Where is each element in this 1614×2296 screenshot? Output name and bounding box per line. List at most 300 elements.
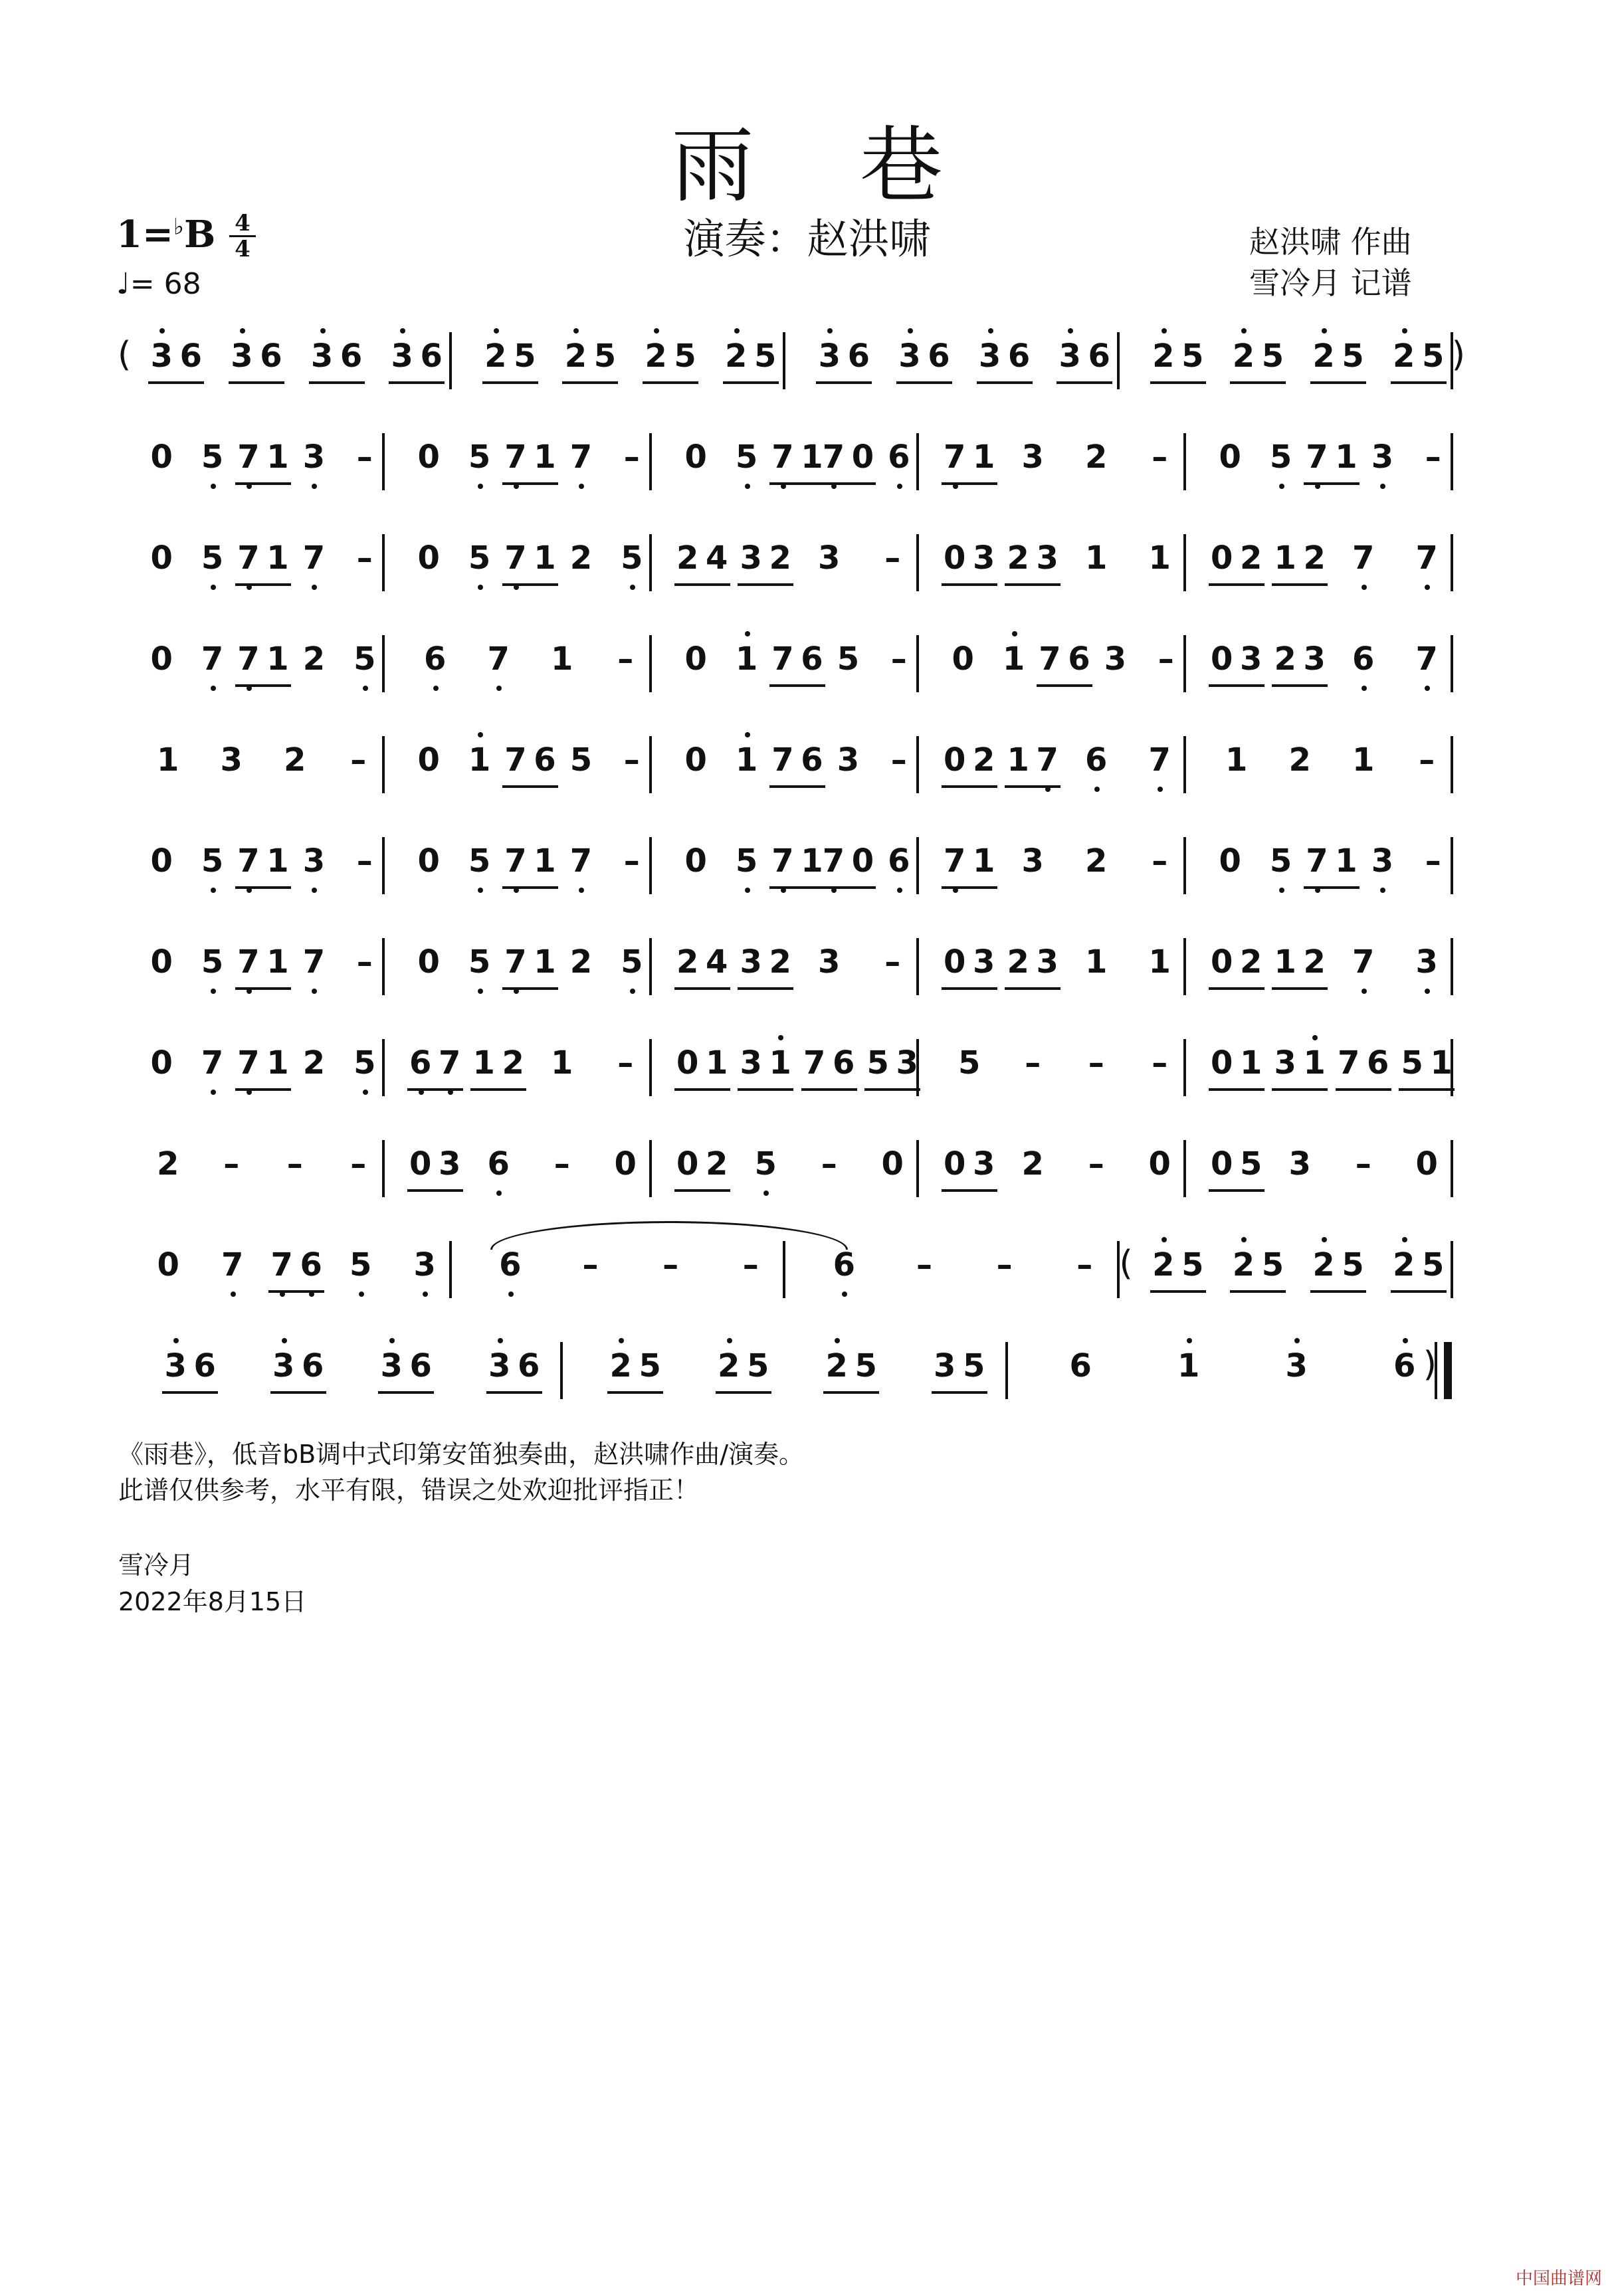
score-note: 5: [593, 337, 617, 375]
beam-underline: [607, 1391, 663, 1394]
score-note: 3: [1280, 1346, 1313, 1386]
barline: [916, 635, 919, 692]
barline: [649, 1039, 652, 1096]
score-note: 2: [1007, 943, 1029, 981]
score-note: 1: [463, 740, 496, 780]
barline: [1183, 1039, 1186, 1096]
score-note: 6: [404, 1043, 437, 1083]
score-note: 2: [569, 943, 593, 981]
score-note: 0: [1211, 640, 1233, 678]
score-note: 7: [232, 942, 265, 982]
score-note: 3: [1021, 842, 1044, 880]
score-note: 1: [1007, 741, 1029, 779]
score-note: 7: [482, 639, 515, 679]
barline: [1183, 1140, 1186, 1197]
score-note: 3: [740, 539, 762, 577]
beam-underline: [1209, 684, 1264, 687]
beam-underline: [896, 381, 952, 384]
score-note: 1: [973, 438, 995, 476]
barline: [382, 433, 385, 490]
score-note: 3: [1021, 438, 1044, 476]
score-note: 6: [928, 337, 950, 375]
score-note: 1: [1172, 1346, 1205, 1386]
score-line: [116, 433, 1452, 493]
score-note: 1: [1148, 539, 1171, 577]
barline: [1451, 938, 1453, 995]
score-note: 3: [818, 943, 841, 981]
score-note: 6: [518, 1347, 540, 1385]
barline: [649, 938, 652, 995]
open-paren: (: [118, 335, 132, 375]
beam-underline: [769, 886, 825, 889]
barline: [1117, 332, 1120, 389]
score-note: 0: [952, 640, 974, 678]
score-note: 5: [749, 1144, 782, 1184]
beam-underline: [820, 482, 876, 485]
score-note: 5: [1342, 1246, 1364, 1284]
score-note: 1: [1352, 741, 1375, 779]
score-note: 7: [504, 741, 527, 779]
score-line: [116, 1342, 1452, 1402]
barline: [649, 635, 652, 692]
score-note: 3: [1104, 640, 1127, 678]
barline: [649, 433, 652, 490]
score-note: 7: [817, 437, 850, 477]
score-note: 6: [409, 1347, 432, 1385]
beam-underline: [235, 583, 291, 586]
dash-note: –: [1025, 1044, 1041, 1082]
score-note: 5: [1421, 1246, 1445, 1284]
beam-underline: [820, 886, 876, 889]
score-note: 2: [676, 539, 699, 577]
beam-underline: [864, 1088, 920, 1091]
score-note: 6: [494, 1245, 527, 1285]
dash-note: –: [884, 539, 901, 577]
tie-arc: [490, 1221, 849, 1250]
score-note: 2: [769, 539, 791, 577]
dash-note: –: [617, 1044, 634, 1082]
score-note: 2: [284, 741, 306, 779]
key-signature: [116, 213, 215, 256]
score-note: 7: [196, 639, 229, 679]
beam-underline: [1304, 886, 1360, 889]
score-note: 0: [684, 438, 707, 476]
score-note: 0: [851, 842, 874, 880]
score-note: 5: [196, 538, 229, 578]
score-note: 3: [145, 336, 178, 376]
barline: [1451, 534, 1453, 591]
beam-underline: [643, 381, 698, 384]
score-note: 5: [1264, 437, 1298, 477]
score-note: 1: [1225, 741, 1248, 779]
score-note: 6: [801, 640, 823, 678]
score-note: 7: [232, 437, 265, 477]
score-note: 7: [232, 1043, 265, 1083]
score-note: 1: [266, 539, 289, 577]
score-note: 3: [973, 336, 1007, 376]
score-note: 0: [944, 943, 966, 981]
score-note: 5: [1261, 337, 1284, 375]
dash-note: –: [1152, 438, 1168, 476]
score-note: 3: [1036, 943, 1059, 981]
score-note: 3: [813, 336, 846, 376]
score-note: 0: [409, 1145, 432, 1183]
score-note: 7: [1300, 841, 1334, 881]
score-note: 7: [499, 942, 532, 982]
score-note: 6: [294, 1245, 328, 1285]
score-note: 1: [534, 842, 556, 880]
beam-underline: [674, 1189, 730, 1192]
barline: [1451, 837, 1453, 894]
score-note: 6: [534, 741, 556, 779]
barline: [783, 332, 785, 389]
score-note: 1: [1085, 539, 1108, 577]
score-note: 3: [1288, 1145, 1311, 1183]
score-line: [116, 1241, 1452, 1301]
beam-underline: [1336, 1088, 1391, 1091]
performer-line: 演奏：赵洪啸: [683, 215, 931, 263]
score-note: 5: [514, 337, 536, 375]
score-note: 5: [344, 1245, 377, 1285]
dash-note: –: [286, 1145, 303, 1183]
score-note: 0: [417, 539, 440, 577]
score-note: 7: [1347, 538, 1380, 578]
score-note: 0: [684, 842, 707, 880]
score-note: 7: [232, 841, 265, 881]
score-note: 5: [1181, 337, 1204, 375]
dash-note: –: [582, 1246, 599, 1284]
beam-underline: [389, 381, 445, 384]
score-note: 1: [763, 1043, 797, 1083]
score-note: 1: [534, 539, 556, 577]
score-note: 5: [615, 538, 649, 578]
score-note: 5: [463, 841, 496, 881]
score-note: 4: [706, 943, 728, 981]
score-note: 7: [232, 639, 265, 679]
score-note: 2: [1227, 1245, 1260, 1285]
score-note: 2: [302, 1044, 326, 1082]
barline: [916, 837, 919, 894]
barline: [449, 1241, 452, 1298]
score-note: 6: [482, 1144, 515, 1184]
score-note: 1: [801, 438, 823, 476]
score-note: 0: [1148, 1145, 1171, 1183]
dash-note: –: [884, 943, 901, 981]
score-note: 1: [157, 741, 179, 779]
beam-underline: [235, 886, 291, 889]
score-note: 6: [801, 741, 823, 779]
dash-note: –: [623, 741, 640, 779]
score-note: 2: [1274, 640, 1296, 678]
score-note: 3: [220, 741, 243, 779]
score-note: 2: [559, 336, 592, 376]
score-note: 5: [463, 942, 496, 982]
barline: [1183, 938, 1186, 995]
score-note: 2: [639, 336, 672, 376]
beam-underline: [1150, 381, 1206, 384]
score-note: 5: [1240, 1145, 1262, 1183]
score-note: 3: [896, 1044, 918, 1082]
score-note: 5: [348, 639, 381, 679]
score-note: 2: [1303, 943, 1326, 981]
barline: [382, 1039, 385, 1096]
score-note: 7: [499, 538, 532, 578]
dash-note: –: [821, 1145, 837, 1183]
score-note: 3: [818, 539, 841, 577]
score-note: 7: [817, 841, 850, 881]
beam-underline: [1057, 381, 1112, 384]
score-note: 5: [1421, 337, 1445, 375]
score-note: 1: [472, 1044, 495, 1082]
beam-underline: [1230, 1290, 1286, 1293]
score-note: 2: [706, 1145, 728, 1183]
score-note: 2: [1021, 1145, 1044, 1183]
barline: [1451, 1039, 1453, 1096]
score-line: [116, 837, 1452, 897]
barline: [382, 534, 385, 591]
score-note: 3: [1410, 942, 1443, 982]
barline: [1183, 635, 1186, 692]
page-title: 雨巷: [671, 118, 1049, 214]
beam-underline: [270, 1391, 326, 1394]
beam-underline: [723, 381, 779, 384]
score-note: 2: [1240, 943, 1262, 981]
score-note: 2: [1085, 842, 1108, 880]
score-note: 5: [958, 1044, 981, 1082]
score-note: 0: [150, 438, 173, 476]
score-note: 1: [534, 943, 556, 981]
beam-underline: [1209, 1088, 1264, 1091]
score-note: 2: [973, 741, 995, 779]
score-note: 0: [150, 640, 173, 678]
score-note: 3: [267, 1346, 300, 1386]
score-note: 0: [1415, 1145, 1438, 1183]
beam-underline: [486, 1391, 542, 1394]
score-note: 0: [944, 741, 966, 779]
score-note: 3: [297, 437, 330, 477]
beam-underline: [801, 1088, 857, 1091]
score-note: 2: [1307, 336, 1340, 376]
score-note: 1: [1335, 842, 1358, 880]
score-note: 7: [499, 437, 532, 477]
barline: [1183, 534, 1186, 591]
score-note: 2: [1147, 336, 1180, 376]
score-line: [116, 1140, 1452, 1200]
score-note: 1: [266, 842, 289, 880]
beam-underline: [1209, 583, 1264, 586]
score-note: 7: [938, 437, 971, 477]
dash-note: –: [223, 1145, 240, 1183]
beam-underline: [823, 1391, 879, 1394]
beam-underline: [1005, 785, 1060, 788]
time-signature-bottom: 4: [235, 236, 251, 262]
signature-name: 雪冷月: [118, 1551, 195, 1580]
beam-underline: [562, 381, 618, 384]
score-note: 0: [676, 1044, 699, 1082]
score-note: 0: [150, 943, 173, 981]
score-note: 3: [306, 336, 339, 376]
score-note: 3: [1053, 336, 1086, 376]
score-note: 2: [712, 1346, 746, 1386]
beam-underline: [407, 1189, 463, 1192]
score-note: 0: [851, 438, 874, 476]
score-note: 0: [150, 842, 173, 880]
score-note: 7: [564, 437, 597, 477]
barline: [916, 1140, 919, 1197]
score-note: 5: [1181, 1246, 1204, 1284]
score-note: 1: [266, 438, 289, 476]
final-barline: [1444, 1342, 1452, 1399]
score-note: 3: [837, 741, 860, 779]
score-note: 2: [502, 1044, 524, 1082]
beam-underline: [1272, 987, 1328, 990]
dash-note: –: [916, 1246, 932, 1284]
score-note: 6: [420, 337, 443, 375]
score-note: 5: [730, 841, 763, 881]
score-note: 3: [225, 336, 258, 376]
score-line: [116, 938, 1452, 998]
score-note: 0: [1211, 539, 1233, 577]
beam-underline: [235, 482, 291, 485]
score-note: 0: [417, 842, 440, 880]
watermark-logo: 中国曲谱网: [1515, 2269, 1602, 2289]
dash-note: –: [623, 438, 640, 476]
barline: [449, 332, 452, 389]
dash-note: –: [890, 741, 907, 779]
barline: [382, 635, 385, 692]
score-note: 3: [439, 1145, 461, 1183]
score-note: 3: [297, 841, 330, 881]
score-note: 1: [801, 842, 823, 880]
score-note: 6: [1069, 1347, 1092, 1385]
footnote-1: 《雨巷》，低音bB调中式印第安笛独奏曲，赵洪啸作曲/演奏。: [118, 1440, 804, 1469]
score-note: 3: [1240, 640, 1262, 678]
score-note: 7: [771, 640, 794, 678]
dash-note: –: [356, 438, 373, 476]
score-note: 5: [1261, 1246, 1284, 1284]
footnote-2: 此谱仅供参考，水平有限，错误之处欢迎批评指正！: [118, 1476, 700, 1505]
flat-sign: ♭: [173, 213, 184, 240]
tempo-marking: [116, 267, 201, 301]
beam-underline: [674, 987, 730, 990]
score-note: 6: [882, 437, 916, 477]
score-note: 2: [157, 1145, 179, 1183]
score-note: 1: [1085, 943, 1108, 981]
score-note: 7: [297, 942, 330, 982]
score-note: 7: [766, 841, 799, 881]
composer-credit: 赵洪啸 作曲: [1249, 224, 1412, 260]
score-note: 3: [740, 1044, 762, 1082]
tempo-text: = 68: [130, 267, 201, 301]
score-note: 7: [196, 1043, 229, 1083]
barline: [382, 736, 385, 793]
score-line: [116, 1039, 1452, 1099]
beam-underline: [502, 583, 558, 586]
beam-underline: [738, 1088, 793, 1091]
barline: [1451, 433, 1453, 490]
beam-underline: [470, 1088, 526, 1091]
score-line: [116, 736, 1452, 796]
open-paren: (: [1119, 1244, 1133, 1284]
score-note: 6: [882, 841, 916, 881]
barline: [1005, 1342, 1008, 1399]
beam-underline: [769, 482, 825, 485]
beam-underline: [674, 1088, 730, 1091]
score-note: 5: [1342, 337, 1364, 375]
score-note: 5: [747, 1347, 769, 1385]
beam-underline: [1005, 583, 1060, 586]
dash-note: –: [1419, 741, 1435, 779]
score-note: 5: [674, 337, 696, 375]
barline: [649, 736, 652, 793]
score-note: 3: [740, 943, 762, 981]
barline: [916, 938, 919, 995]
score-note: 5: [196, 942, 229, 982]
barline: [649, 837, 652, 894]
score-note: 3: [1036, 539, 1059, 577]
close-paren: ): [1423, 1345, 1437, 1385]
beam-underline: [378, 1391, 434, 1394]
score-note: 1: [534, 438, 556, 476]
score-note: 5: [1401, 1044, 1423, 1082]
dash-note: –: [356, 943, 373, 981]
score-note: 1: [706, 1044, 728, 1082]
score-note: 3: [934, 1347, 956, 1385]
score-note: 0: [157, 1246, 179, 1284]
score-note: 0: [1219, 438, 1241, 476]
barline: [649, 1140, 652, 1197]
score-note: 0: [944, 539, 966, 577]
score-note: 2: [1303, 539, 1326, 577]
barline: [1451, 736, 1453, 793]
beam-underline: [1391, 1290, 1447, 1293]
score-note: 7: [1410, 538, 1443, 578]
score-note: 3: [893, 336, 926, 376]
dash-note: –: [1076, 1246, 1093, 1284]
beam-underline: [407, 1088, 463, 1091]
barline: [1183, 837, 1186, 894]
score-note: 1: [1430, 1044, 1453, 1082]
barline: [1451, 1241, 1453, 1298]
dash-note: –: [617, 640, 634, 678]
score-line: [116, 635, 1452, 695]
score-note: 2: [1227, 336, 1260, 376]
score-note: 5: [348, 1043, 381, 1083]
score-note: 6: [260, 337, 282, 375]
score-note: 5: [639, 1347, 661, 1385]
beam-underline: [1272, 1088, 1328, 1091]
beam-underline: [268, 1290, 324, 1293]
beam-underline: [816, 381, 872, 384]
score-note: 1: [1274, 943, 1296, 981]
score-note: 2: [720, 336, 753, 376]
beam-underline: [674, 583, 730, 586]
beam-underline: [1310, 1290, 1366, 1293]
beam-underline: [769, 785, 825, 788]
score-note: 3: [375, 1346, 408, 1386]
score-note: 1: [266, 943, 289, 981]
time-signature-top: 4: [229, 211, 256, 237]
score-note: 0: [417, 741, 440, 779]
beam-underline: [162, 1391, 218, 1394]
score-note: 7: [232, 538, 265, 578]
dash-note: –: [1152, 1044, 1168, 1082]
score-note: 5: [463, 538, 496, 578]
beam-underline: [502, 785, 558, 788]
score-note: 5: [196, 437, 229, 477]
key-prefix: 1=: [116, 213, 173, 256]
score-note: 3: [159, 1346, 192, 1386]
